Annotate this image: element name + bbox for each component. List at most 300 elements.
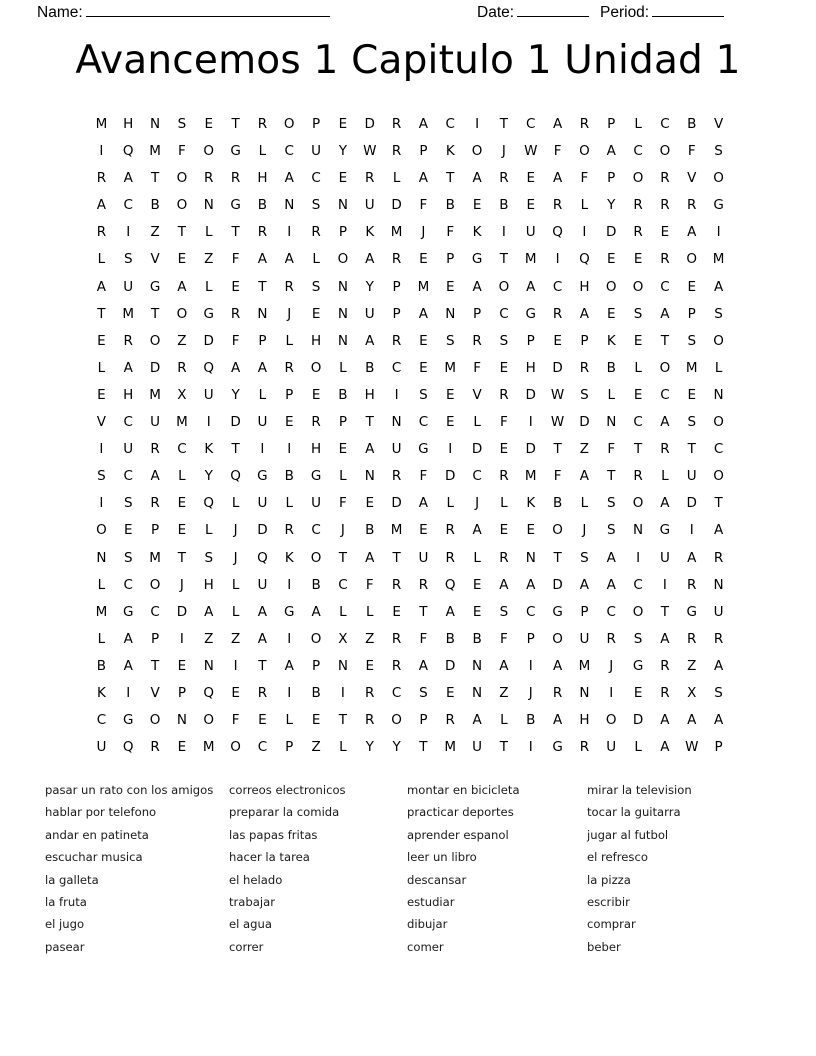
grid-letter[interactable]: O [230,739,241,756]
grid-letter[interactable]: N [606,414,617,431]
grid-letter[interactable]: R [391,468,402,485]
grid-letter[interactable]: E [499,522,509,539]
grid-letter[interactable]: O [605,278,617,295]
grid-letter[interactable]: V [150,251,160,268]
grid-letter[interactable]: E [419,251,428,268]
grid-letter[interactable]: M [524,251,537,268]
grid-letter[interactable]: A [123,630,133,647]
grid-letter[interactable]: C [660,386,670,403]
grid-letter[interactable]: E [338,170,348,187]
grid-letter[interactable]: T [150,170,160,187]
grid-letter[interactable]: L [312,251,320,268]
grid-letter[interactable]: S [97,468,106,485]
grid-letter[interactable]: L [473,414,481,431]
grid-letter[interactable]: R [365,170,375,187]
grid-letter[interactable]: L [285,332,293,349]
grid-letter[interactable]: R [391,657,402,674]
grid-letter[interactable]: I [206,414,211,431]
grid-letter[interactable]: N [96,549,107,566]
grid-letter[interactable]: H [311,441,322,458]
grid-letter[interactable]: Q [122,739,134,756]
grid-letter[interactable]: E [499,441,509,458]
grid-letter[interactable]: X [687,684,697,701]
grid-letter[interactable]: E [365,495,374,512]
grid-letter[interactable]: E [445,278,455,295]
grid-letter[interactable]: F [500,414,508,431]
grid-letter[interactable]: S [714,305,723,322]
grid-letter[interactable]: Q [444,576,456,593]
grid-letter[interactable]: U [472,739,483,756]
grid-letter[interactable]: C [472,468,482,485]
grid-letter[interactable]: M [444,359,457,376]
grid-letter[interactable]: C [418,414,429,431]
grid-letter[interactable]: M [444,739,457,756]
grid-letter[interactable]: Q [552,224,563,241]
grid-letter[interactable]: C [526,116,536,132]
grid-letter[interactable]: J [475,495,480,512]
grid-letter[interactable]: G [123,712,134,729]
grid-letter[interactable]: E [392,603,401,620]
grid-letter[interactable]: O [552,630,563,647]
grid-letter[interactable]: W [363,143,377,160]
grid-letter[interactable]: T [687,441,696,458]
grid-letter[interactable]: O [283,116,295,132]
grid-letter[interactable]: O [149,712,161,729]
grid-letter[interactable]: S [580,549,589,566]
grid-letter[interactable]: L [204,224,213,241]
grid-letter[interactable]: C [445,116,455,132]
grid-letter[interactable]: O [176,197,188,214]
grid-letter[interactable]: L [446,495,454,512]
grid-letter[interactable]: I [287,630,292,647]
grid-letter[interactable]: P [151,630,160,647]
grid-letter[interactable]: B [552,495,563,512]
grid-letter[interactable]: O [203,143,215,160]
grid-letter[interactable]: O [713,414,724,431]
grid-letter[interactable]: S [499,603,509,620]
grid-letter[interactable]: T [338,712,348,729]
grid-letter[interactable]: N [713,576,724,593]
grid-letter[interactable]: S [123,251,133,268]
grid-letter[interactable]: B [526,712,536,729]
grid-letter[interactable]: B [472,630,482,647]
grid-letter[interactable]: H [579,712,590,729]
grid-letter[interactable]: R [418,576,429,593]
grid-letter[interactable]: L [392,170,401,187]
grid-letter[interactable]: K [96,684,106,701]
grid-letter[interactable]: B [445,630,455,647]
grid-letter[interactable]: I [475,116,480,132]
grid-letter[interactable]: B [365,359,375,376]
grid-letter[interactable]: M [390,224,403,241]
grid-letter[interactable]: V [472,386,482,403]
grid-letter[interactable]: U [257,414,268,431]
grid-letter[interactable]: Z [311,739,321,756]
grid-letter[interactable]: N [364,468,375,485]
grid-letter[interactable]: S [311,278,321,295]
grid-letter[interactable]: G [310,468,322,485]
grid-letter[interactable]: E [633,386,643,403]
grid-letter[interactable]: C [150,603,160,620]
grid-letter[interactable]: P [392,278,401,295]
grid-letter[interactable]: Y [607,197,616,214]
grid-letter[interactable]: P [714,739,723,756]
grid-letter[interactable]: E [633,332,643,349]
grid-letter[interactable]: M [390,522,403,539]
grid-letter[interactable]: P [338,414,347,431]
grid-letter[interactable]: A [123,359,133,376]
grid-letter[interactable]: H [364,386,375,403]
grid-letter[interactable]: B [606,359,616,376]
grid-letter[interactable]: E [177,495,187,512]
grid-letter[interactable]: A [579,305,590,322]
grid-letter[interactable]: G [203,305,214,322]
grid-letter[interactable]: N [713,386,724,403]
grid-letter[interactable]: C [660,278,670,295]
grid-letter[interactable]: H [257,170,268,187]
grid-letter[interactable]: R [472,332,482,349]
grid-letter[interactable]: C [257,739,268,756]
grid-letter[interactable]: Z [365,630,375,647]
grid-letter[interactable]: R [391,116,402,132]
grid-letter[interactable]: I [394,386,399,403]
grid-letter[interactable]: Z [579,441,590,458]
grid-letter[interactable]: U [257,495,268,512]
grid-letter[interactable]: S [419,386,428,403]
grid-letter[interactable]: I [99,441,104,458]
grid-letter[interactable]: T [365,414,374,431]
grid-letter[interactable]: B [96,657,107,674]
grid-letter[interactable]: W [685,739,699,756]
grid-letter[interactable]: B [338,386,348,403]
grid-letter[interactable]: D [552,359,563,376]
grid-letter[interactable]: D [525,386,536,403]
grid-letter[interactable]: F [607,441,616,458]
grid-letter[interactable]: W [524,143,538,160]
grid-letter[interactable]: C [633,414,643,431]
grid-letter[interactable]: A [96,278,107,295]
grid-letter[interactable]: I [340,684,345,701]
grid-letter[interactable]: U [713,603,724,620]
grid-letter[interactable]: R [391,143,402,160]
grid-letter[interactable]: A [526,576,536,593]
grid-letter[interactable]: D [391,197,402,214]
grid-letter[interactable]: P [285,739,294,756]
grid-letter[interactable]: J [179,576,184,593]
grid-letter[interactable]: E [231,278,240,295]
grid-letter[interactable]: Y [392,739,401,756]
grid-letter[interactable]: R [713,630,724,647]
grid-letter[interactable]: A [418,495,429,512]
grid-letter[interactable]: M [149,386,161,403]
grid-letter[interactable]: R [552,305,563,322]
grid-letter[interactable]: P [177,684,186,701]
grid-letter[interactable]: E [284,414,294,431]
grid-letter[interactable]: A [713,657,724,674]
grid-letter[interactable]: M [149,549,161,566]
grid-letter[interactable]: D [445,468,456,485]
grid-letter[interactable]: T [231,441,240,458]
grid-letter[interactable]: R [499,170,509,187]
grid-letter[interactable]: V [150,684,160,701]
grid-letter[interactable]: E [499,359,509,376]
grid-letter[interactable]: O [176,305,188,322]
grid-letter[interactable]: A [687,549,697,566]
grid-letter[interactable]: A [472,712,482,729]
grid-letter[interactable]: V [687,170,697,187]
grid-letter[interactable]: I [636,549,641,566]
grid-letter[interactable]: O [391,712,402,729]
grid-letter[interactable]: P [338,224,347,241]
grid-letter[interactable]: I [716,224,721,241]
grid-letter[interactable]: L [580,197,589,214]
grid-letter[interactable]: N [472,684,483,701]
grid-letter[interactable]: A [284,657,294,674]
grid-letter[interactable]: A [418,116,429,132]
grid-letter[interactable]: O [96,522,107,539]
grid-letter[interactable]: L [634,116,642,132]
grid-letter[interactable]: C [391,684,402,701]
grid-letter[interactable]: P [312,116,321,132]
grid-letter[interactable]: R [391,251,402,268]
grid-letter[interactable]: L [500,495,508,512]
grid-letter[interactable]: E [311,305,321,322]
grid-letter[interactable]: I [99,143,104,160]
grid-letter[interactable]: F [419,468,428,485]
grid-letter[interactable]: A [687,712,697,729]
grid-letter[interactable]: B [311,684,321,701]
grid-letter[interactable]: X [338,630,348,647]
grid-letter[interactable]: F [687,143,696,160]
grid-letter[interactable]: C [338,576,348,593]
grid-letter[interactable]: P [419,712,428,729]
grid-letter[interactable]: N [525,549,536,566]
grid-letter[interactable]: R [687,630,697,647]
grid-letter[interactable]: F [231,332,240,349]
grid-letter[interactable]: R [123,332,133,349]
grid-letter[interactable]: U [96,739,107,756]
grid-letter[interactable]: F [339,495,347,512]
grid-letter[interactable]: Z [499,684,509,701]
grid-letter[interactable]: C [123,468,133,485]
grid-letter[interactable]: N [337,332,348,349]
grid-letter[interactable]: A [552,116,563,132]
grid-letter[interactable]: H [525,359,536,376]
grid-letter[interactable]: M [417,278,430,295]
grid-letter[interactable]: E [258,712,267,729]
grid-letter[interactable]: P [687,305,696,322]
grid-letter[interactable]: A [96,197,107,214]
grid-letter[interactable]: U [686,468,697,485]
grid-letter[interactable]: S [633,305,643,322]
grid-letter[interactable]: F [553,143,562,160]
grid-letter[interactable]: L [339,739,347,756]
grid-letter[interactable]: L [231,603,240,620]
grid-letter[interactable]: H [311,332,322,349]
grid-letter[interactable]: R [150,739,160,756]
grid-letter[interactable]: A [472,170,482,187]
grid-letter[interactable]: O [686,251,698,268]
grid-letter[interactable]: H [123,386,134,403]
grid-letter[interactable]: A [284,170,294,187]
grid-letter[interactable]: A [499,657,509,674]
grid-letter[interactable]: S [580,386,589,403]
grid-letter[interactable]: E [526,197,535,214]
grid-letter[interactable]: A [687,224,697,241]
grid-letter[interactable]: R [96,170,107,187]
grid-letter[interactable]: I [501,224,506,241]
grid-letter[interactable]: M [578,657,591,674]
grid-letter[interactable]: G [149,278,161,295]
grid-letter[interactable]: S [177,116,187,132]
grid-letter[interactable]: L [204,522,213,539]
grid-letter[interactable]: O [337,251,349,268]
grid-letter[interactable]: R [284,522,294,539]
grid-letter[interactable]: O [632,170,644,187]
grid-letter[interactable]: T [177,224,187,241]
grid-letter[interactable]: U [311,143,322,160]
grid-letter[interactable]: I [528,739,533,756]
grid-letter[interactable]: P [312,657,321,674]
grid-letter[interactable]: Q [122,143,134,160]
grid-letter[interactable]: P [258,332,267,349]
grid-letter[interactable]: A [177,278,187,295]
grid-letter[interactable]: L [714,359,723,376]
grid-letter[interactable]: L [339,359,347,376]
grid-letter[interactable]: E [419,522,428,539]
grid-letter[interactable]: A [552,657,563,674]
grid-letter[interactable]: U [123,441,134,458]
grid-letter[interactable]: H [579,278,590,295]
date-write-line[interactable] [517,2,589,17]
grid-letter[interactable]: A [660,739,670,756]
grid-letter[interactable]: E [311,386,321,403]
grid-letter[interactable]: P [392,305,401,322]
grid-letter[interactable]: N [337,305,348,322]
grid-letter[interactable]: I [287,576,292,593]
grid-letter[interactable]: A [472,522,482,539]
grid-letter[interactable]: M [149,143,161,160]
grid-letter[interactable]: U [525,224,536,241]
grid-letter[interactable]: I [126,224,131,241]
grid-letter[interactable]: N [257,305,268,322]
grid-letter[interactable]: T [660,332,670,349]
period-field[interactable] [600,2,724,23]
grid-letter[interactable]: L [258,143,267,160]
grid-letter[interactable]: D [632,712,644,729]
grid-letter[interactable]: R [445,712,455,729]
grid-letter[interactable]: E [177,657,187,674]
grid-letter[interactable]: U [257,576,268,593]
grid-letter[interactable]: U [606,739,617,756]
grid-letter[interactable]: G [552,603,563,620]
grid-letter[interactable]: G [123,603,134,620]
grid-letter[interactable]: C [177,441,187,458]
grid-letter[interactable]: A [526,278,536,295]
grid-letter[interactable]: N [391,414,402,431]
grid-letter[interactable]: Z [150,224,160,241]
grid-letter[interactable]: F [419,197,428,214]
grid-letter[interactable]: U [659,549,670,566]
grid-letter[interactable]: C [96,712,107,729]
grid-letter[interactable]: L [365,603,374,620]
grid-letter[interactable]: L [607,386,615,403]
grid-letter[interactable]: R [660,197,670,214]
grid-letter[interactable]: D [176,603,188,620]
grid-letter[interactable]: D [230,414,241,431]
grid-letter[interactable]: M [202,739,215,756]
grid-letter[interactable]: O [552,522,563,539]
grid-letter[interactable]: G [471,251,483,268]
grid-letter[interactable]: E [419,359,428,376]
grid-letter[interactable]: O [310,549,322,566]
grid-letter[interactable]: R [257,684,268,701]
grid-letter[interactable]: R [311,414,321,431]
grid-letter[interactable]: A [660,630,670,647]
grid-letter[interactable]: K [606,332,616,349]
grid-letter[interactable]: G [418,441,429,458]
grid-letter[interactable]: T [338,549,348,566]
grid-letter[interactable]: C [526,603,536,620]
grid-letter[interactable]: Y [231,386,240,403]
grid-letter[interactable]: T [231,224,240,241]
grid-letter[interactable]: R [311,224,321,241]
grid-letter[interactable]: R [660,684,670,701]
grid-letter[interactable]: S [687,414,697,431]
grid-letter[interactable]: A [445,603,455,620]
grid-letter[interactable]: Y [365,739,374,756]
grid-letter[interactable]: Q [257,549,268,566]
grid-letter[interactable]: Y [365,278,374,295]
grid-letter[interactable]: T [231,116,240,132]
grid-letter[interactable]: M [176,414,188,431]
grid-letter[interactable]: P [446,251,455,268]
grid-letter[interactable]: R [660,170,670,187]
grid-letter[interactable]: N [445,305,456,322]
grid-letter[interactable]: J [340,522,345,539]
grid-letter[interactable]: R [257,224,268,241]
grid-letter[interactable]: I [689,522,694,539]
grid-letter[interactable]: T [97,305,106,322]
grid-letter[interactable]: C [284,143,294,160]
grid-letter[interactable]: I [555,251,560,268]
grid-letter[interactable]: M [524,468,537,485]
grid-letter[interactable]: P [285,386,294,403]
grid-letter[interactable]: F [419,630,428,647]
grid-letter[interactable]: C [499,305,509,322]
grid-letter[interactable]: O [203,712,215,729]
grid-letter[interactable]: R [633,197,643,214]
grid-letter[interactable]: G [257,468,268,485]
grid-letter[interactable]: E [177,739,187,756]
grid-letter[interactable]: R [499,386,509,403]
grid-letter[interactable]: A [713,522,724,539]
grid-letter[interactable]: T [177,549,187,566]
grid-letter[interactable]: E [472,576,482,593]
grid-letter[interactable]: R [499,468,509,485]
grid-letter[interactable]: F [178,143,186,160]
grid-letter[interactable]: E [365,657,374,674]
grid-letter[interactable]: O [659,143,671,160]
grid-letter[interactable]: L [473,549,481,566]
grid-letter[interactable]: B [499,197,509,214]
grid-letter[interactable]: F [473,359,481,376]
grid-letter[interactable]: F [365,576,374,593]
grid-letter[interactable]: A [606,143,616,160]
grid-letter[interactable]: S [419,684,428,701]
grid-letter[interactable]: C [311,522,321,539]
grid-letter[interactable]: A [472,278,482,295]
